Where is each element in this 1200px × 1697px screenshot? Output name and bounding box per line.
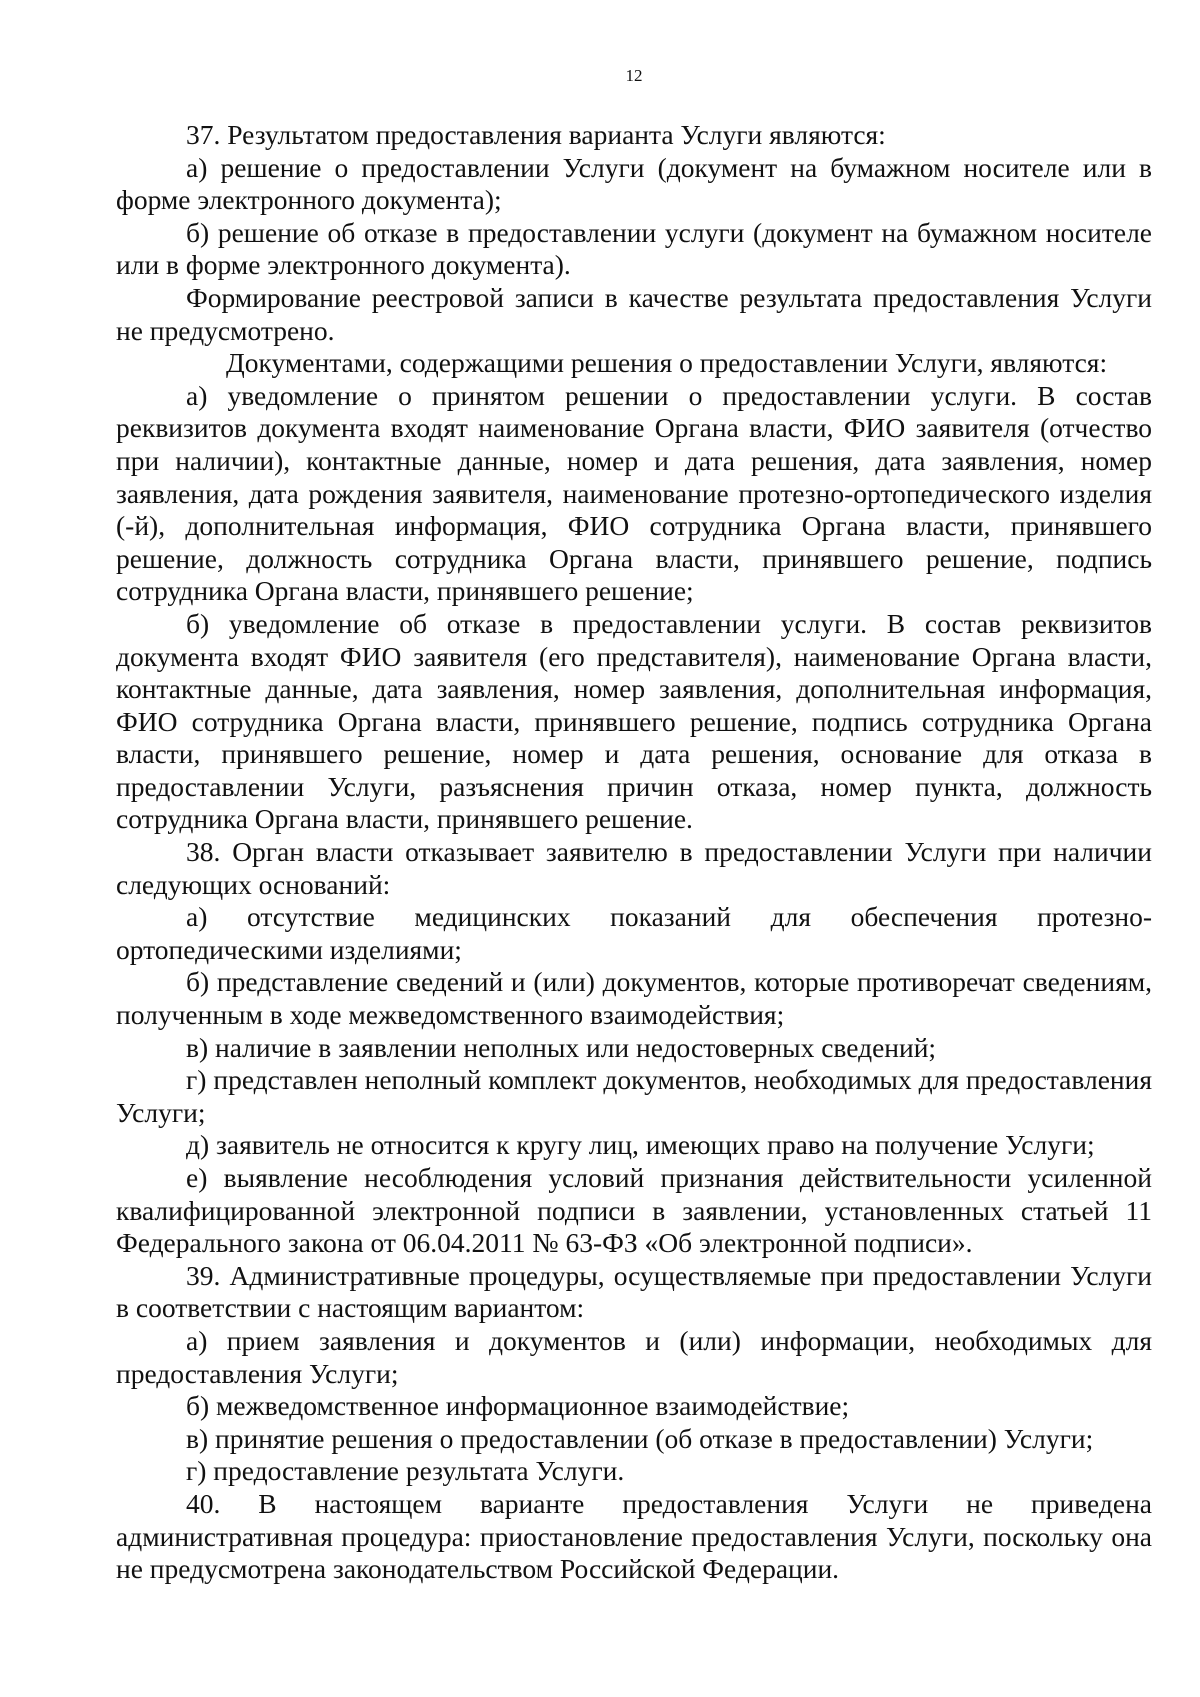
- paragraph-39-a: а) прием заявления и документов и (или) информации, необходимых для предоставления Услуги;: [116, 1324, 1152, 1389]
- document-body: [116, 119, 1152, 1586]
- paragraph-39-b: б) межведомственное информационное взаимодействие;: [186, 1390, 850, 1422]
- paragraph-notice-granted: а) уведомление о принятом решении о предоставлении услуги. В состав реквизитов документа входят наименование Органа власти, ФИО заявителя (отчество при наличии), контактные данные, номер и дата решения, дата заявления, номер заявления, дата рождения заявителя, наименование протезно-ортопедического изделия (-й), дополнительная информация, ФИО сотрудника Органа власти, принявшего решение, должность сотрудника Органа власти, принявшего решение, подпись сотрудника Органа власти, принявшего решение;: [116, 379, 1152, 607]
- paragraph-39-g: г) предоставление результата Услуги.: [186, 1455, 625, 1487]
- page-number: 12: [625, 66, 643, 85]
- paragraph-38-d: д) заявитель не относится к кругу лиц, имеющих право на получение Услуги;: [186, 1129, 1095, 1161]
- paragraph-37: 37. Результатом предоставления варианта Услуги являются:: [186, 119, 886, 150]
- paragraph-37-b: б) решение об отказе в предоставлении услуги (документ на бумажном носителе или в форме электронного документа).: [116, 216, 1152, 281]
- paragraph-37-a: а) решение о предоставлении Услуги (документ на бумажном носителе или в форме электронного документа);: [116, 151, 1152, 216]
- paragraph-39: 39. Административные процедуры, осуществляемые при предоставлении Услуги в соответствии с настоящим вариантом:: [116, 1259, 1152, 1324]
- paragraph-38-e: е) выявление несоблюдения условий признания действительности усиленной квалифицированной электронной подписи в заявлении, установленных статьей 11 Федерального закона от 06.04.2011 № 63-ФЗ «Об электронной подписи».: [116, 1162, 1152, 1259]
- paragraph-38-a: а) отсутствие медицинских показаний для обеспечения протезно-ортопедическими изделиями;: [116, 901, 1152, 965]
- paragraph-38: 38. Орган власти отказывает заявителю в предоставлении Услуги при наличии следующих оснований:: [116, 836, 1152, 900]
- paragraph-decision-documents: Документами, содержащими решения о предоставлении Услуги, являются:: [226, 347, 1108, 379]
- paragraph-notice-refusal: б) уведомление об отказе в предоставлении услуги. В состав реквизитов документа входят ФИО заявителя (его представителя), наименование Органа власти, контактные данные, дата заявления, номер заявления, дополнительная информация, ФИО сотрудника Органа власти, принявшего решение, подпись сотрудника Органа власти, принявшего решение, номер и дата решения, основание для отказа в предоставлении Услуги, разъяснения причин отказа, номер пункта, должность сотрудника Органа власти, принявшего решение.: [116, 607, 1152, 835]
- paragraph-40: 40. В настоящем варианте предоставления Услуги не приведена административная процедура: приостановление предоставления Услуги, поскольку она не предусмотрена законодательством Российской Федерации.: [116, 1487, 1152, 1585]
- paragraph-39-v: в) принятие решения о предоставлении (об отказе в предоставлении) Услуги;: [186, 1422, 1094, 1454]
- paragraph-registry-note: Формирование реестровой записи в качестве результата предоставления Услуги не предусмотрено.: [116, 281, 1152, 346]
- paragraph-38-g: г) представлен неполный комплект документов, необходимых для предоставления Услуги;: [116, 1064, 1152, 1128]
- paragraph-38-v: в) наличие в заявлении неполных или недостоверных сведений;: [186, 1031, 937, 1063]
- paragraph-38-b: б) представление сведений и (или) документов, которые противоречат сведениям, полученным в ходе межведомственного взаимодействия;: [116, 966, 1152, 1031]
